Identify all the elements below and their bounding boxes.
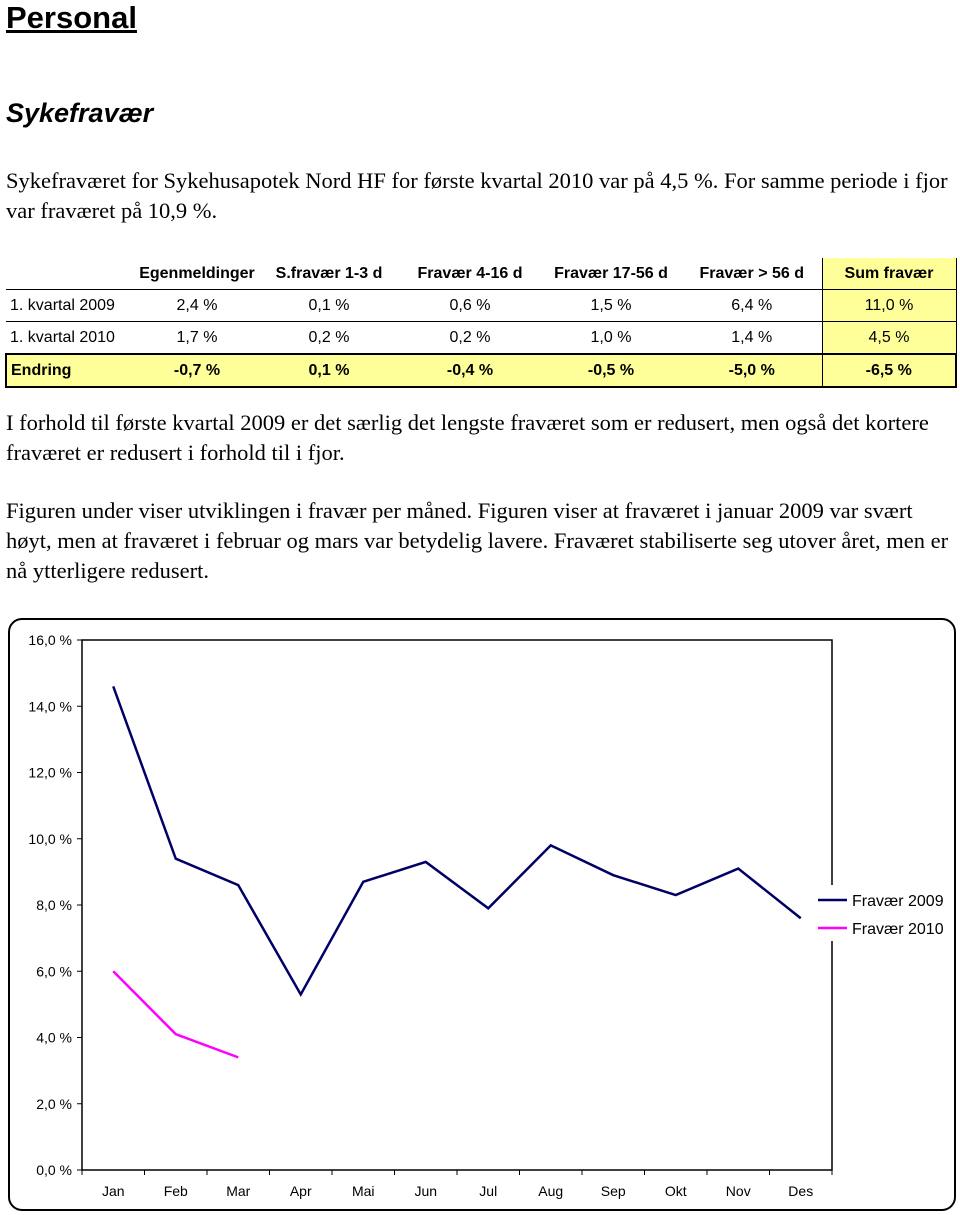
table-cell-sum: -6,5 %	[822, 354, 956, 387]
x-tick-label: Mar	[226, 1183, 251, 1199]
table-row-label: Endring	[6, 354, 136, 387]
table-cell: 0,1 %	[258, 354, 400, 387]
y-tick-label: 10,0 %	[28, 830, 72, 847]
table-cell: 2,4 %	[136, 290, 258, 322]
y-tick-label: 16,0 %	[28, 632, 72, 648]
table-cell: 0,6 %	[400, 290, 540, 322]
absence-line-chart	[10, 620, 954, 1209]
table-header: Fravær 4-16 d	[400, 258, 540, 290]
y-tick-label: 2,0 %	[36, 1095, 72, 1112]
comparison-paragraph: I forhold til første kvartal 2009 er det særlig det lengste fraværet som er redusert, men også det kortere fraværet er redusert i forhold til i fjor.	[6, 410, 929, 465]
table-header-empty	[6, 258, 136, 290]
table-cell: 1,7 %	[136, 322, 258, 355]
table-cell: -5,0 %	[682, 354, 822, 387]
table-cell: -0,4 %	[400, 354, 540, 387]
x-tick-label: Mai	[351, 1183, 375, 1199]
y-tick-label: 8,0 %	[36, 897, 72, 913]
y-tick-label: 0,0 %	[36, 1162, 72, 1178]
table-cell: 6,4 %	[682, 290, 822, 322]
table-row-label: 1. kvartal 2010	[6, 322, 136, 355]
plot-area	[82, 640, 832, 1170]
intro-paragraph: Sykefraværet for Sykehusapotek Nord HF for første kvartal 2010 var på 4,5 %. For samme periode i fjor var fraværet på 10,9 %.	[6, 168, 948, 223]
table-cell: 0,1 %	[258, 290, 400, 322]
legend-label: Fravær 2009	[852, 893, 944, 910]
x-tick-label: Jun	[414, 1183, 438, 1199]
table-cell: -0,7 %	[136, 354, 258, 387]
x-tick-label: Feb	[163, 1183, 188, 1199]
table-header: Egenmeldinger	[136, 258, 258, 290]
table-cell: -0,5 %	[540, 354, 682, 387]
y-tick-label: 14,0 %	[28, 698, 72, 715]
table-cell-sum: 4,5 %	[822, 322, 956, 355]
x-tick-label: Des	[788, 1183, 814, 1199]
table-row-label: 1. kvartal 2009	[6, 290, 136, 322]
table-header: Fravær 17-56 d	[540, 258, 682, 290]
chart-frame	[8, 618, 956, 1211]
table-header-sum: Sum fravær	[822, 258, 956, 290]
x-tick-label: Sep	[600, 1183, 626, 1199]
table-cell: 0,2 %	[400, 322, 540, 355]
table-cell-sum: 11,0 %	[822, 290, 956, 322]
x-tick-label: Jan	[101, 1183, 125, 1199]
table-cell: 1,0 %	[540, 322, 682, 355]
table-cell: 1,5 %	[540, 290, 682, 322]
legend-label: Fravær 2010	[852, 921, 944, 938]
x-tick-label: Aug	[538, 1183, 564, 1199]
table-header: Fravær > 56 d	[682, 258, 822, 290]
absence-table	[5, 258, 957, 388]
series-line	[113, 971, 238, 1057]
x-tick-label: Nov	[725, 1183, 751, 1199]
series-line	[113, 686, 801, 994]
page-title: Personal	[6, 0, 137, 35]
table-row-endring	[6, 354, 956, 387]
table-row	[6, 290, 956, 322]
table-header: S.fravær 1-3 d	[258, 258, 400, 290]
table-cell: 0,2 %	[258, 322, 400, 355]
section-title: Sykefravær	[6, 98, 154, 128]
table-row	[6, 322, 956, 355]
y-tick-label: 6,0 %	[36, 963, 72, 980]
y-tick-label: 4,0 %	[36, 1029, 72, 1046]
table-cell: 1,4 %	[682, 322, 822, 355]
table-header-row	[6, 258, 956, 290]
y-tick-label: 12,0 %	[28, 764, 72, 781]
x-tick-label: Jul	[479, 1183, 498, 1199]
x-tick-label: Okt	[664, 1183, 687, 1199]
figure-description-paragraph: Figuren under viser utviklingen i fravær per måned. Figuren viser at fraværet i januar 2009 var svært høyt, men at fraværet i februar og mars var betydelig lavere. Fraværet stabiliserte seg utover året, men er nå ytterligere redusert.	[6, 498, 949, 583]
x-tick-label: Apr	[289, 1183, 312, 1199]
